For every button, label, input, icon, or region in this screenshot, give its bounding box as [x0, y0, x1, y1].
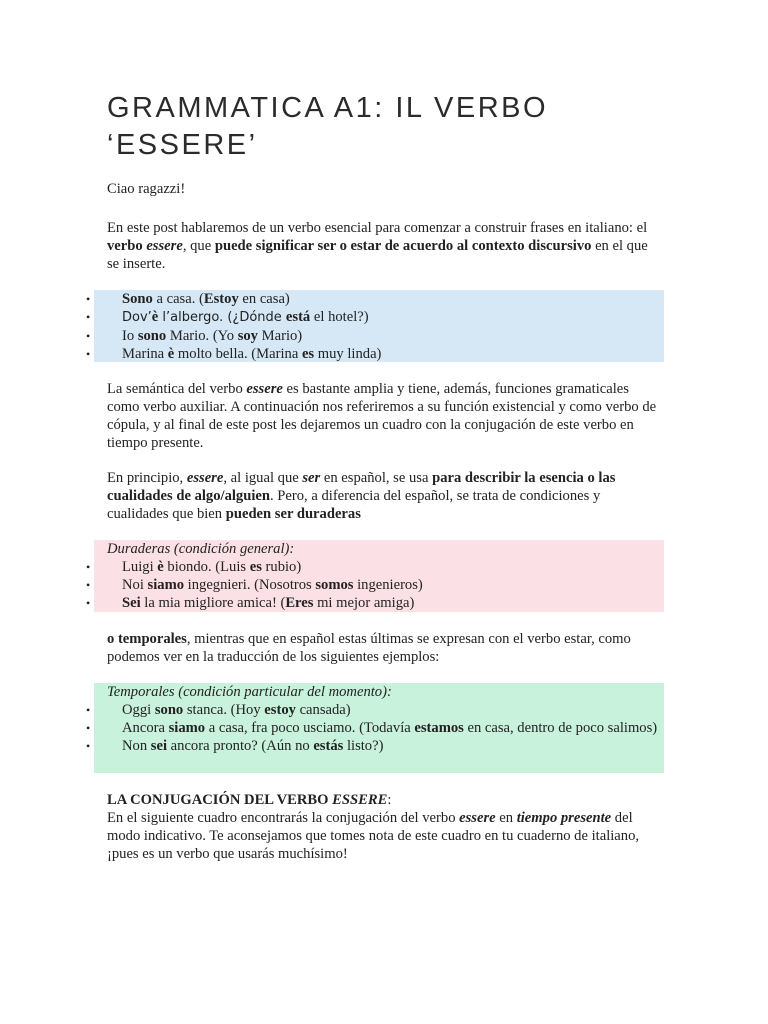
intro-paragraph: En este post hablaremos de un verbo esencial para comenzar a construir frases en italiano: el verbo essere, que puede significar ser o estar de acuerdo al contexto discursivo en el que se inserte.	[107, 220, 648, 272]
bullet-icon: •	[86, 329, 91, 343]
bullet-icon: •	[86, 596, 91, 610]
bullet-icon: •	[86, 721, 91, 735]
temporal-heading: Temporales (condición particular del momento):	[107, 684, 392, 700]
durable-item: • Sei la mia migliore amica! (Eres mi mejor amiga)	[86, 595, 415, 611]
temporal-intro-paragraph: o temporales, mientras que en español estas últimas se expresan con el verbo estar, como podemos ver en la traducción de los siguientes ejemplos:	[107, 631, 631, 665]
temporal-box	[86, 683, 664, 773]
temporal-item: • Oggi sono stanca. (Hoy estoy cansada)	[86, 702, 351, 718]
durable-item: • Noi siamo ingegnieri. (Nosotros somos ingenieros)	[86, 577, 423, 593]
principle-paragraph: En principio, essere, al igual que ser en español, se usa para describir la esencia o las cualidades de algo/alguien. Pero, a diferencia del español, se trata de condiciones y cualidades que bien pueden ser duraderas	[107, 470, 616, 522]
bullet-icon: •	[86, 292, 91, 306]
bullet-icon: •	[86, 560, 91, 574]
bullet-icon: •	[86, 739, 91, 753]
bullet-icon: •	[86, 347, 91, 361]
bullet-icon: •	[86, 703, 91, 717]
example-item: • Io sono Mario. (Yo soy Mario)	[86, 328, 303, 344]
title-line-2: ‘ESSERE’	[107, 129, 258, 161]
example-item: • Marina è molto bella. (Marina es muy linda)	[86, 346, 382, 362]
page-title	[107, 90, 548, 164]
greeting-paragraph: Ciao ragazzi!	[107, 181, 186, 197]
temporal-item: • Ancora siamo a casa, fra poco usciamo. (Todavía estamos en casa, dentro de poco salimos)	[86, 720, 658, 736]
bullet-icon: •	[86, 578, 91, 592]
durable-heading: Duraderas (condición general):	[107, 541, 295, 557]
durable-box	[86, 540, 664, 612]
conjugation-section	[107, 791, 663, 863]
example-item: • Sono a casa. (Estoy en casa)	[86, 291, 290, 307]
semantics-paragraph: La semántica del verbo essere es bastante amplia y tiene, además, funciones gramaticales como verbo auxiliar. A continuación nos referiremos a su función existencial y como verbo de cópula, y al final de este post les dejaremos un cuadro con la conjugación de este verbo en tiempo presente.	[107, 381, 657, 451]
temporal-item: • Non sei ancora pronto? (Aún no estás listo?)	[86, 738, 384, 754]
conjugation-heading: LA CONJUGACIÓN DEL VERBO ESSERE:	[107, 792, 392, 808]
title-line-1: GRAMMATICA A1: IL VERBO	[107, 92, 549, 124]
conjugation-paragraph: En el siguiente cuadro encontrarás la conjugación del verbo essere en tiempo presente del modo indicativo. Te aconsejamos que tomes nota de este cuadro en tu cuaderno de italiano, ¡pues es un verbo que usarás muchísimo!	[107, 810, 640, 862]
bullet-icon: •	[86, 310, 91, 324]
examples-box	[86, 290, 664, 362]
durable-item: • Luigi è biondo. (Luis es rubio)	[86, 559, 302, 575]
example-item: • Dov’è l’albergo. (¿Dónde está el hotel?)	[86, 309, 369, 325]
